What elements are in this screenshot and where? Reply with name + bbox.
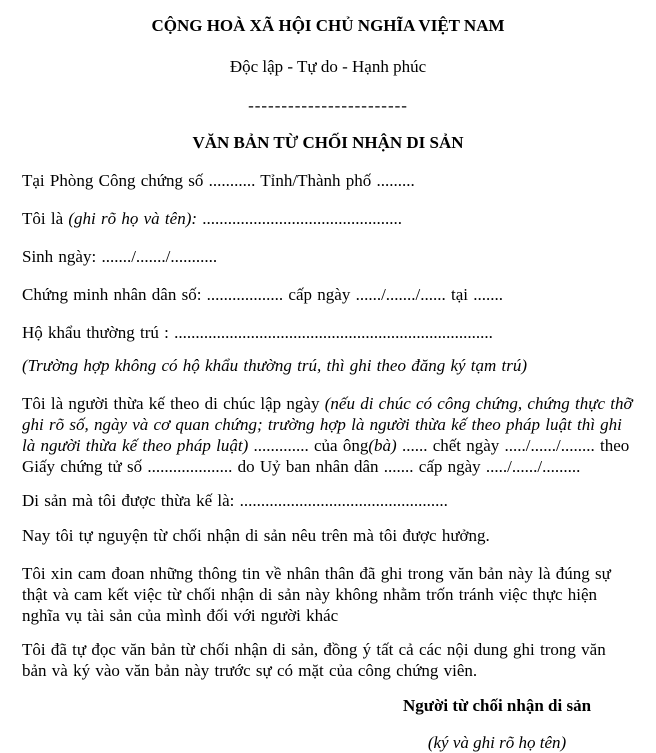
signing-instruction: (ký và ghi rõ họ tên) (427, 733, 567, 752)
paragraph-note-text: (bà) (368, 436, 397, 455)
notary-office-line (22, 170, 634, 191)
paragraph-text: Chứng minh nhân dân số: .................. cấp ngày ....../......./...... tại ....... (22, 285, 504, 304)
refusal-statement-line (22, 525, 634, 546)
paragraph-text: Nay tôi tự nguyện từ chối nhận di sản nêu trên mà tôi được hưởng. (22, 526, 490, 545)
inheritance-asset-line (22, 490, 634, 511)
paragraph-note-text: (nếu di chúc có công chứng, chứng thực thỡ ghi rõ số, ngày và cơ quan chứng; trường hợp là người thừa kế theo pháp luật thì ghi là người thừa kế theo pháp luật) (22, 394, 633, 455)
permanent-residence-line (22, 322, 634, 343)
heir-declaration-paragraph (22, 393, 634, 477)
national-title: CỘNG HOÀ XÃ HỘI CHỦ NGHĨA VIỆT NAM (151, 16, 505, 35)
paragraph-text: Tôi đã tự đọc văn bản từ chối nhận di sản, đồng ý tất cả các nội dung ghi trong văn bản và ký vào văn bản này trước sự có mặt của công chứng viên. (22, 640, 606, 680)
paragraph-text: Sinh ngày: ......./......./........... (22, 247, 218, 266)
document-header (22, 15, 634, 153)
paragraph-text: Tại Phòng Công chứng số ........... Tỉnh/Thành phố ......... (22, 171, 415, 190)
signer-role-title: Người từ chối nhận di sản (402, 696, 592, 715)
form-body (22, 170, 634, 681)
header-separator: ------------------------ (248, 96, 408, 115)
signature-block (357, 695, 637, 753)
confirmation-paragraph (22, 639, 634, 681)
full-name-line (22, 208, 634, 229)
residence-note-line (22, 355, 634, 376)
paragraph-note-text: (Trường hợp không có hộ khẩu thường trú, thì ghi theo đăng ký tạm trú) (22, 356, 528, 375)
paragraph-text: Tôi xin cam đoan những thông tin về nhân thân đã ghi trong văn bản này là đúng sự thật và cam kết việc từ chối nhận di sản này không nhằm trốn tránh việc thực hiện nghĩa vụ tài sản của mình đối với người khác (22, 564, 611, 625)
commitment-paragraph (22, 563, 634, 626)
paragraph-text: Tôi là người thừa kế theo di chúc lập ngày (22, 394, 325, 413)
document-title: VĂN BẢN TỪ CHỐI NHẬN DI SẢN (192, 133, 464, 152)
birth-date-line (22, 246, 634, 267)
national-motto: Độc lập - Tự do - Hạnh phúc (229, 57, 427, 76)
paragraph-text: Tôi là (22, 209, 69, 228)
paragraph-note-text: (ghi rõ họ và tên): (68, 209, 203, 228)
paragraph-text: ............................................... (202, 209, 403, 228)
paragraph-text: ............. của ông (248, 436, 369, 455)
paragraph-text: Hộ khẩu thường trú : ........................................................................... (22, 323, 493, 342)
id-card-line (22, 284, 634, 305)
paragraph-text: Di sản mà tôi được thừa kế là: ................................................. (22, 491, 448, 510)
paragraph-text: ...... chết ngày ...../....../........ theo Giấy chứng tử số .................... do Uỷ ban nhân dân ....... cấp ngày ...../....../......... (22, 436, 630, 476)
